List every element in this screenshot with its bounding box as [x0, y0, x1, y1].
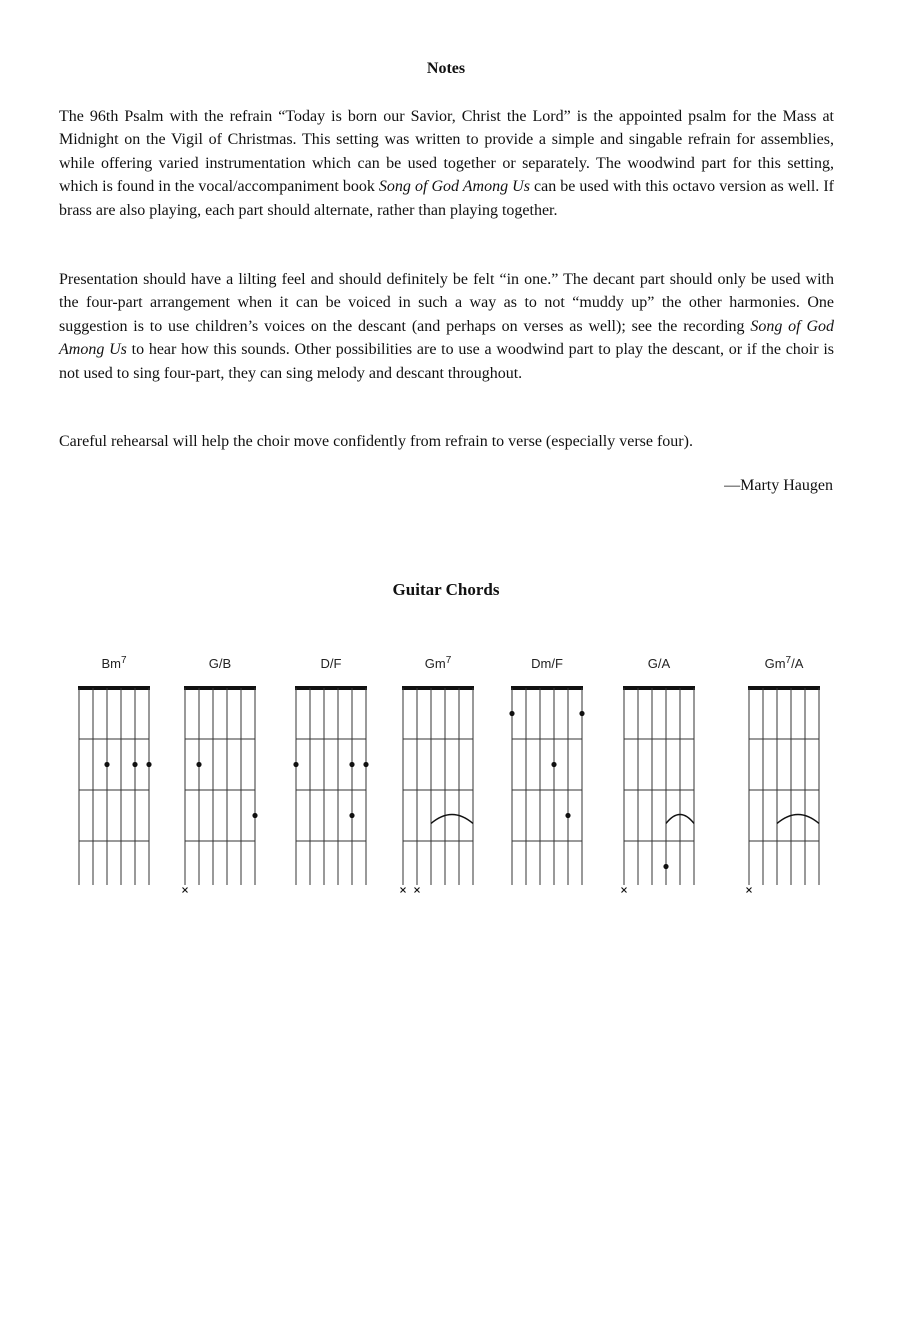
chord-nut: [295, 686, 367, 690]
notes-paragraph-2: [59, 268, 834, 385]
chord-finger-dot: [196, 762, 201, 767]
signature: —Marty Haugen: [724, 477, 833, 494]
text-run: can be used with this octavo version as well. If brass are also playing, each part should alternate, rather than playing together.: [59, 178, 835, 219]
chord-name: Gm$^7$: [424, 655, 452, 671]
chord-barre-arc: [431, 815, 473, 824]
muted-string-mark: [747, 888, 752, 893]
chord-finger-dot: [363, 762, 368, 767]
text-run: Presentation should have a lilting feel and should definitely be felt “in one.” The decant part should only be used with the four-part arrangement when it can be voiced in such a way as to not “muddy up” the other harmonies. One suggestion is to use children’s voices on the descant (and perhaps on verses as well); see the recording: [59, 271, 834, 335]
chord-diagram: [747, 655, 821, 893]
chord-nut: [623, 686, 695, 690]
chord-nut: [748, 686, 820, 690]
muted-string-mark: [415, 888, 420, 893]
muted-string-mark: [183, 888, 188, 893]
chord-finger-dot: [551, 762, 556, 767]
chord-diagram: [622, 656, 696, 893]
chord-nut: [78, 686, 150, 690]
chord-nut: [402, 686, 474, 690]
text-run: Careful rehearsal will help the choir move confidently from refrain to verse (especially verse four).: [59, 433, 693, 450]
italic-title: Song of God Among Us: [59, 317, 835, 359]
chord-diagram: [509, 656, 584, 885]
notes-paragraph-1: [59, 105, 834, 222]
chord-diagrams: [0, 640, 900, 900]
chord-nut: [511, 686, 583, 690]
chord-finger-dot: [104, 762, 109, 767]
chord-barre-arc: [777, 815, 819, 824]
chord-name: Bm$^7$: [101, 655, 127, 671]
chord-finger-dot: [509, 711, 514, 716]
text-run: to hear how this sounds. Other possibilities are to use a woodwind part to play the descant, or if the choir is not used to sing four-part, they can sing melody and descant throughout.: [59, 341, 835, 382]
notes-paragraph-3: [59, 430, 834, 453]
chord-diagram: [401, 655, 475, 893]
muted-string-mark: [622, 888, 627, 893]
chord-diagram: [78, 655, 152, 885]
chord-finger-dot: [146, 762, 151, 767]
chord-finger-dot: [293, 762, 298, 767]
chord-nut: [184, 686, 256, 690]
text-run: The 96th Psalm with the refrain “Today is born our Savior, Christ the Lord” is the appointed psalm for the Mass at Midnight on the Vigil of Christmas. This setting was written to provide a simple and singable refrain for assemblies, while offering varied instrumentation which can be used together or separately. The woodwind part for this setting, which is found in the vocal/accompaniment book: [59, 108, 834, 196]
guitar-chords-title: Guitar Chords: [392, 580, 500, 599]
chord-name: D/F: [320, 656, 342, 671]
chord-name: Dm/F: [531, 656, 563, 671]
chord-finger-dot: [132, 762, 137, 767]
chord-finger-dot: [663, 864, 668, 869]
chord-finger-dot: [252, 813, 257, 818]
chord-name: Gm$^7$/A: [764, 655, 804, 671]
chord-name: G/A: [647, 656, 671, 671]
chord-finger-dot: [565, 813, 570, 818]
chord-diagram: [293, 656, 368, 885]
chord-finger-dot: [349, 762, 354, 767]
muted-string-mark: [401, 888, 406, 893]
chord-finger-dot: [579, 711, 584, 716]
italic-title: Song of God Among Us: [378, 178, 530, 196]
notes-title: Notes: [426, 60, 466, 77]
chord-finger-dot: [349, 813, 354, 818]
chord-diagram: [183, 656, 258, 893]
chord-name: G/B: [208, 656, 232, 671]
